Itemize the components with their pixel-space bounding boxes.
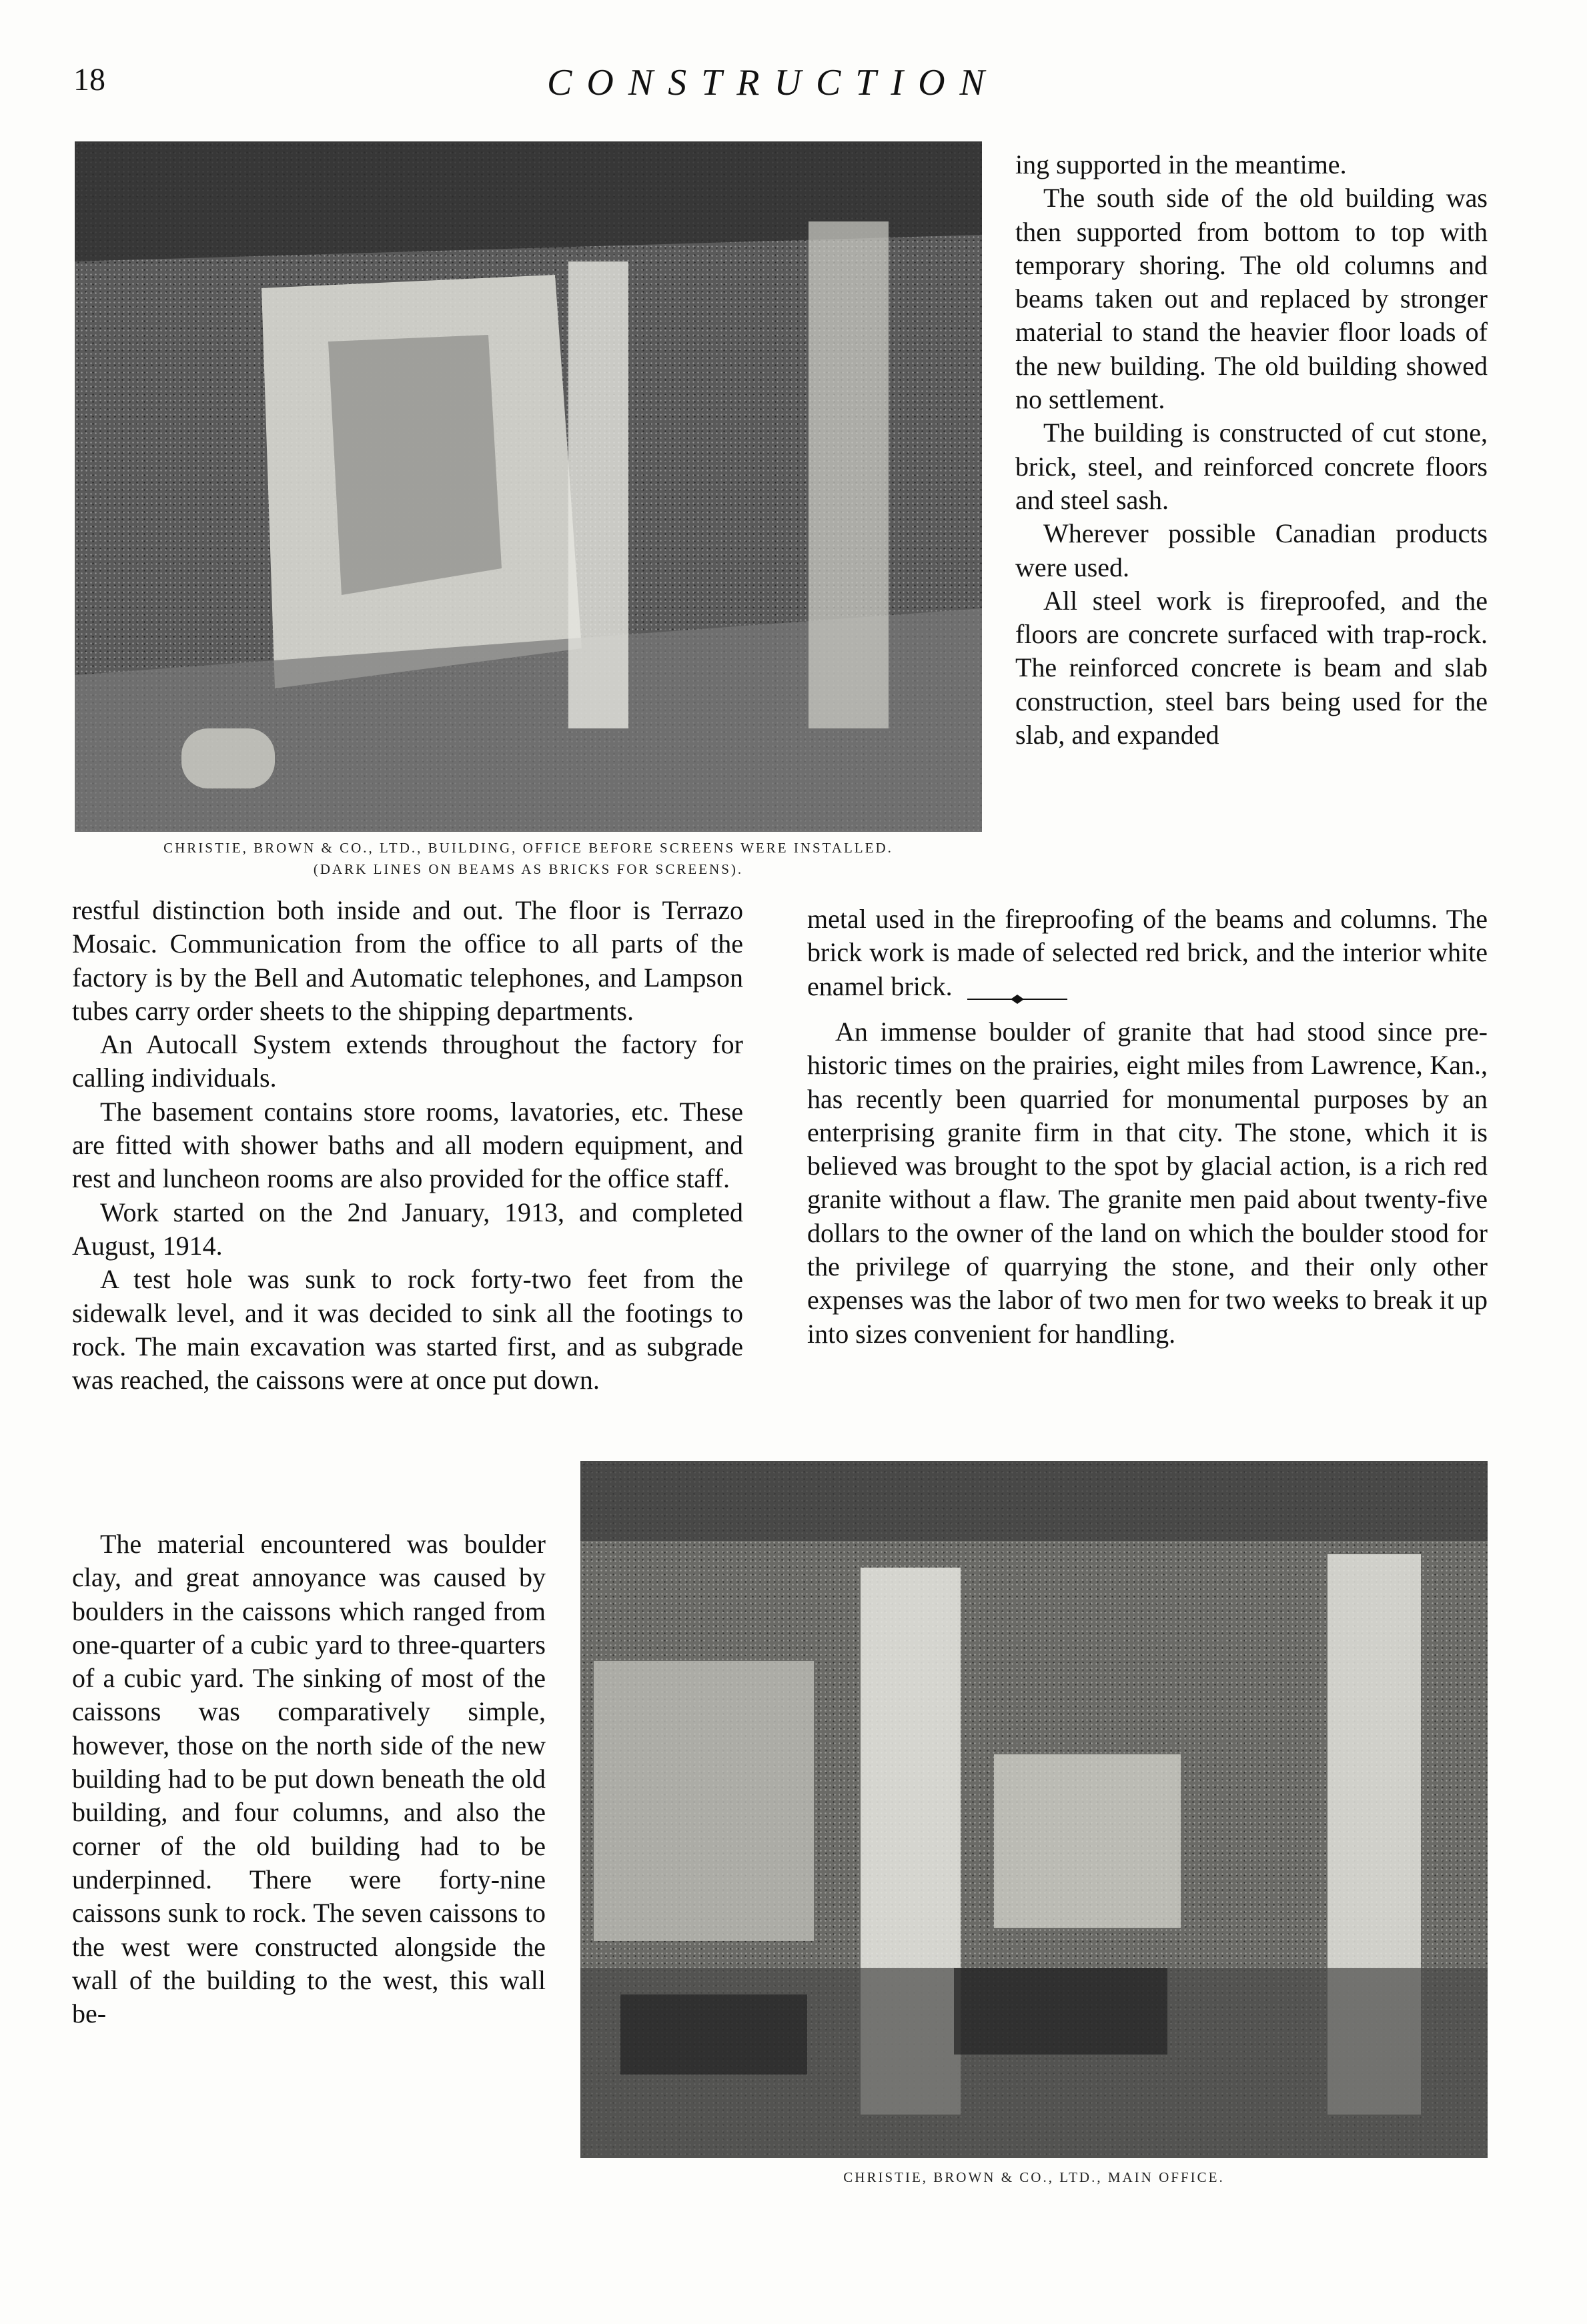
right-wide-column xyxy=(807,903,1488,1003)
section-divider-ornament xyxy=(967,993,1067,1006)
paragraph: A test hole was sunk to rock forty-two feet from the sidewalk level, and it was decided to sink all the footings to rock. The main excavation was started first, and as subgrade was reached, the caissons were at once put down. xyxy=(72,1264,743,1395)
left-column xyxy=(72,894,743,1397)
figure-main-office xyxy=(580,1461,1488,2158)
paragraph: ing supported in the meantime. xyxy=(1015,149,1347,179)
paragraph: The south side of the old building was then supported from bottom to top with temporary shoring. The old columns and beams taken out and replaced by stronger material to stand the heavier floor loads of the new building. The old building showed no settlement. xyxy=(1015,183,1488,415)
paragraph: restful distinction both inside and out. The floor is Terrazo Mosaic. Communication from the office to all parts of the factory is by the Bell and Automatic telephones, and Lampson tubes carry order sheets to the shipping departments. xyxy=(72,895,743,1026)
paragraph: Wherever possible Canadian products were used. xyxy=(1015,518,1488,582)
paragraph: An immense boulder of granite that had stood since pre-historic times on the prairies, eight miles from Lawrence, Kan., has recently been quarried for monumental purposes by an enterprising granite firm in that city. The stone, which it is believed was brought to the spot by glacial action, is a rich red granite without a flaw. The granite men paid about twenty-five dollars to the owner of the land on which the boulder stood for the privilege of quarrying the stone, and their only other expenses was the labor of two men for two weeks to break it up into sizes convenient for handling. xyxy=(807,1017,1488,1349)
paragraph: All steel work is fireproofed, and the floors are concrete surfaced with trap-rock. The reinforced concrete is beam and slab construction, steel bars being used for the slab, and expanded xyxy=(1015,585,1488,750)
figure-office-before-screens xyxy=(75,141,982,832)
paragraph: An Autocall System extends throughout the factory for calling individuals. xyxy=(72,1029,743,1093)
figure-1-caption-line2: (DARK LINES ON BEAMS AS BRICKS FOR SCREENS). xyxy=(313,861,744,877)
right-top-column xyxy=(1015,148,1488,752)
figure-2-caption: CHRISTIE, BROWN & CO., LTD., MAIN OFFICE. xyxy=(843,2169,1225,2185)
paragraph: The material encountered was boulder clay, and great annoyance was caused by boulders in the caissons which ranged from one-quarter of a cubic yard to three-quarters of a cubic yard. The sinking of most of the caissons was comparatively simple, however, those on the north side of the new building had to be put down beneath the old building, and four columns, and also the corner of the old building had to be underpinned. There were forty-nine caissons sunk to rock. The seven caissons to the west were constructed alongside the wall of the building to the west, this wall be- xyxy=(72,1529,546,2029)
boulder-article-column xyxy=(807,1015,1488,1351)
left-narrow-column xyxy=(72,1528,546,2030)
paragraph: The building is constructed of cut stone, brick, steel, and reinforced concrete floors and steel sash. xyxy=(1015,418,1488,515)
main-office-photo-illustration xyxy=(580,1461,1488,2158)
figure-1-caption-line1: CHRISTIE, BROWN & CO., LTD., BUILDING, OFFICE BEFORE SCREENS WERE INSTALLED. xyxy=(163,840,893,856)
journal-title: CONSTRUCTION xyxy=(547,62,999,103)
paragraph: metal used in the fireproofing of the beams and columns. The brick work is made of selected red brick, and the interior white enamel brick. xyxy=(807,904,1488,1001)
paragraph: Work started on the 2nd January, 1913, and completed August, 1914. xyxy=(72,1197,743,1261)
paragraph: The basement contains store rooms, lavatories, etc. These are fitted with shower baths and all modern equipment, and rest and luncheon rooms are also provided for the office staff. xyxy=(72,1096,743,1194)
page-number: 18 xyxy=(73,62,105,97)
corridor-photo-illustration xyxy=(75,141,982,832)
